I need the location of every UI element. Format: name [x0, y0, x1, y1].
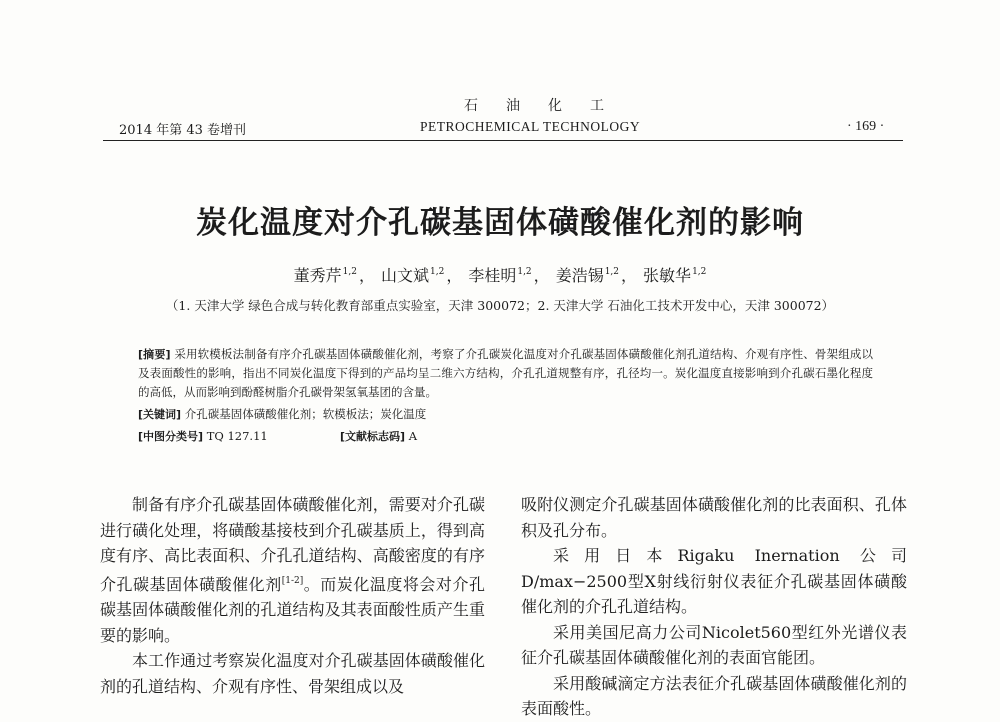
paragraph: 制备有序介孔碳基固体磺酸催化剂，需要对介孔碳进行磺化处理，将磺酸基接枝到介孔碳基质上，得到高度有序、高比表面积、介孔孔道结构、高酸密度的有序介孔碳基固体磺酸催化剂[1-2]。而炭化温度将会对介孔碳基固体磺酸催化剂的孔道结构及其表面酸性质产生重要的影响。	[100, 495, 485, 645]
abstract-text: 采用软模板法制备有序介孔碳基固体磺酸催化剂，考察了介孔碳炭化温度对介孔碳基固体磺酸催化剂孔道结构、介观有序性、骨架组成以及表面酸性的影响，指出不同炭化温度下得到的产品均呈二维六方结构，介孔孔道规整有序，孔径均一。炭化温度直接影响到介孔碳石墨化程度的高低，从而影响到酚醛树脂介孔碳骨架氢氧基团的含量。	[138, 347, 873, 399]
document-code-label: [文献标志码]	[340, 430, 406, 443]
header-rule	[103, 140, 903, 141]
document-code	[340, 428, 417, 444]
keywords-label: [关键词]	[138, 408, 182, 421]
paragraph: 采用日本Rigaku Inernation 公司 D/max−2500型X射线衍射仪表征介孔碳基固体磺酸催化剂的介孔孔道结构。	[521, 546, 907, 616]
abstract-label: [摘要]	[138, 348, 171, 361]
author: 张敏华$^{1,2}$	[643, 266, 707, 285]
page-number: · 169 ·	[847, 119, 885, 134]
classification-label: [中图分类号]	[138, 430, 204, 443]
paragraph: 本工作通过考察炭化温度对介孔碳基固体磺酸催化剂的孔道结构、介观有序性、骨架组成以及	[100, 651, 485, 696]
paragraph: 采用美国尼高力公司Nicolet560型红外光谱仪表征介孔碳基固体磺酸催化剂的表面官能团。	[521, 622, 907, 667]
journal-english-name: PETROCHEMICAL TECHNOLOGY	[420, 119, 641, 134]
author: 姜浩锡$^{1,2}$	[555, 266, 620, 285]
author-list: 董秀芹$^{1,2}$ ， 山文斌$^{1,2}$ ， 李桂明$^{1,2}$ ， 姜浩锡$^{1,2}$ ， 张敏华$^{1,2}$	[100, 263, 900, 286]
paragraph: 吸附仪测定介孔碳基固体磺酸催化剂的比表面积、孔体积及孔分布。	[521, 495, 907, 540]
classification	[138, 428, 268, 444]
body-column-left	[100, 492, 485, 699]
document-code-value: A	[408, 429, 418, 443]
body-column-right	[521, 492, 907, 722]
author: 山文斌$^{1,2}$	[380, 266, 445, 285]
paragraph: 采用酸碱滴定方法表征介孔碳基固体磺酸催化剂的表面酸性。	[521, 673, 907, 718]
article-title: 炭化温度对介孔碳基固体磺酸催化剂的影响	[196, 205, 804, 241]
classification-value: TQ 127.11	[206, 429, 268, 443]
author: 李桂明$^{1,2}$	[468, 266, 532, 285]
keywords-text: 介孔碳基固体磺酸催化剂；软模板法；炭化温度	[184, 407, 427, 421]
author: 董秀芹$^{1,2}$	[293, 266, 357, 285]
affiliations: （1. 天津大学 绿色合成与转化教育部重点实验室，天津 300072；2. 天津大学 石油化工技术开发中心，天津 300072）	[165, 298, 835, 313]
keywords	[138, 406, 426, 422]
abstract	[138, 345, 873, 402]
journal-chinese-name: 石油化工	[464, 98, 632, 114]
citation: [1-2]	[281, 575, 304, 586]
issue-info: 2014 年第 43 卷增刊	[119, 123, 247, 138]
